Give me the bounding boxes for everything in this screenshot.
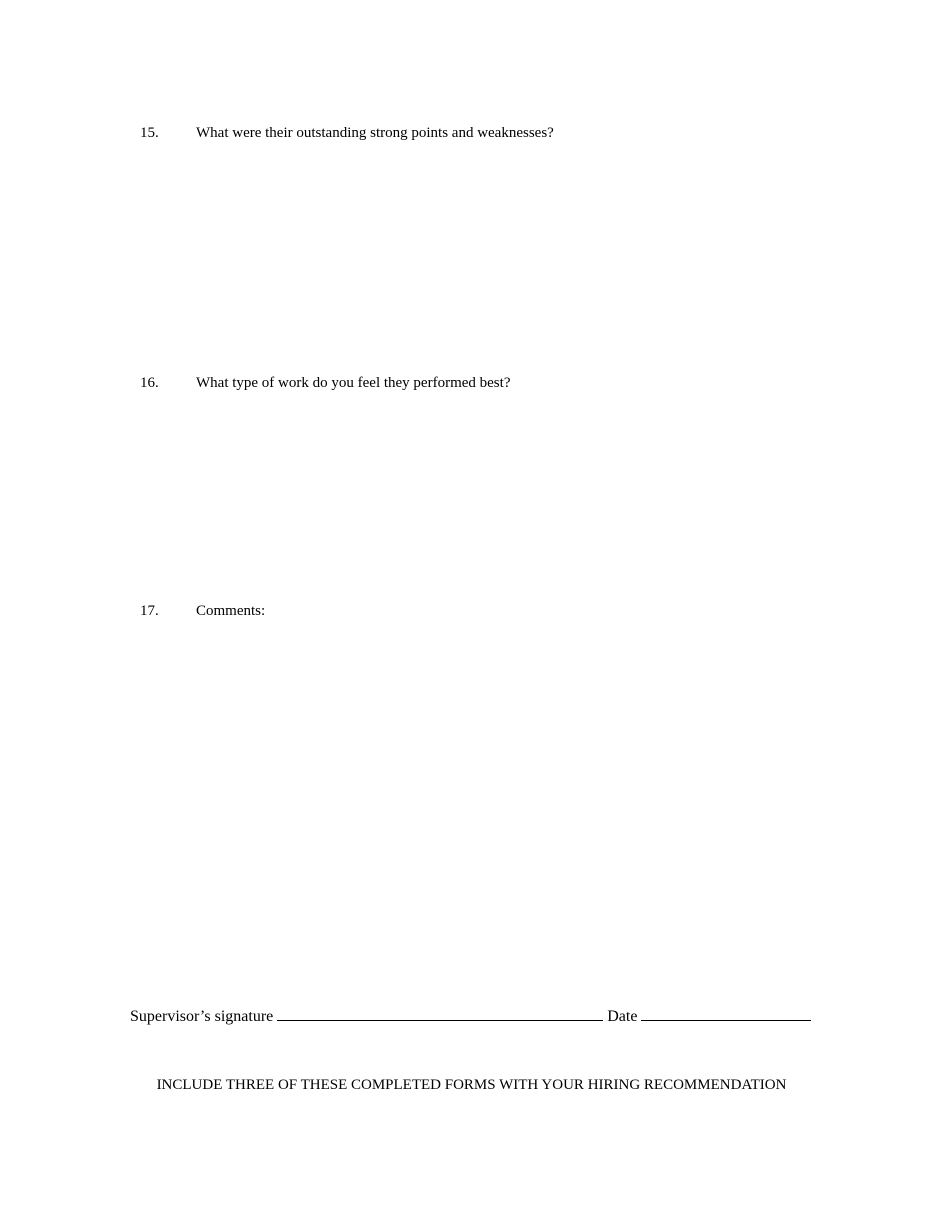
question-text: Comments: — [196, 603, 266, 619]
date-field[interactable] — [641, 1006, 811, 1021]
footer-note: INCLUDE THREE OF THESE COMPLETED FORMS WITH YOUR HIRING RECOMMENDATION — [156, 1077, 787, 1093]
question-text: What were their outstanding strong points and weaknesses? — [196, 125, 554, 141]
question-number: 15. — [140, 125, 159, 141]
question-15 — [140, 124, 554, 142]
supervisor-signature-field[interactable] — [277, 1006, 603, 1021]
question-16 — [140, 374, 510, 392]
supervisor-signature-label: Supervisor’s signature — [130, 1008, 274, 1025]
question-number: 16. — [140, 375, 159, 391]
signature-row — [130, 1006, 811, 1027]
question-17 — [140, 602, 265, 620]
date-label: Date — [607, 1008, 638, 1025]
question-text: What type of work do you feel they performed best? — [196, 375, 511, 391]
question-number: 17. — [140, 603, 159, 619]
